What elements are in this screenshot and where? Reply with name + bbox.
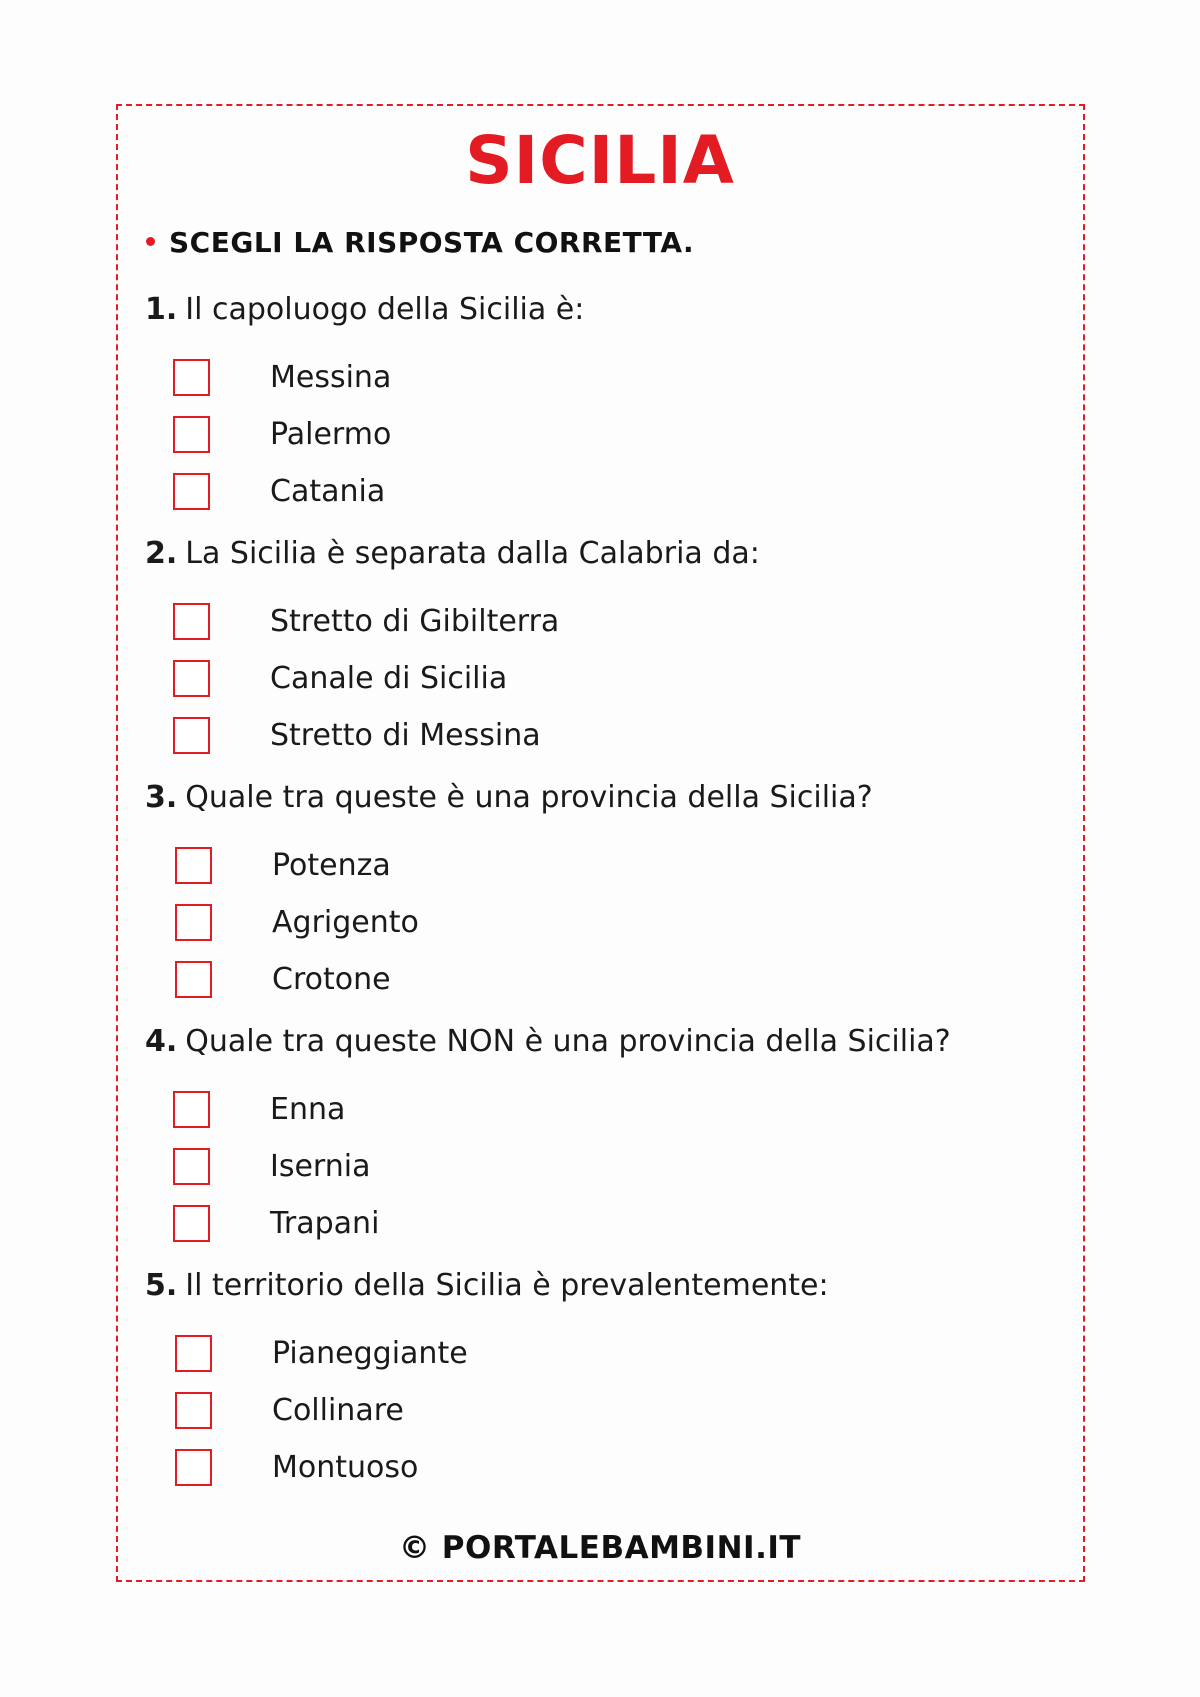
checkbox[interactable] xyxy=(175,904,212,941)
question-5 xyxy=(145,1268,829,1303)
option-label: Palermo xyxy=(270,416,392,452)
option-label: Enna xyxy=(270,1091,346,1127)
instruction-text: SCEGLI LA RISPOSTA CORRETTA. xyxy=(169,226,695,259)
answer-option[interactable] xyxy=(173,715,541,755)
option-label: Stretto di Messina xyxy=(270,717,541,753)
option-label: Catania xyxy=(270,473,386,509)
option-label: Montuoso xyxy=(272,1449,419,1485)
question-text: Quale tra queste è una provincia della Sicilia? xyxy=(185,780,873,815)
answer-option[interactable] xyxy=(173,601,559,641)
question-text: Il capoluogo della Sicilia è: xyxy=(185,292,585,327)
question-number: 4. xyxy=(145,1024,178,1059)
question-text: Quale tra queste NON è una provincia della Sicilia? xyxy=(185,1024,951,1059)
question-3 xyxy=(145,780,873,815)
checkbox[interactable] xyxy=(175,1449,212,1486)
option-label: Crotone xyxy=(272,961,391,997)
checkbox[interactable] xyxy=(173,603,210,640)
checkbox[interactable] xyxy=(173,473,210,510)
checkbox[interactable] xyxy=(173,359,210,396)
copyright-footer: © PORTALEBAMBINI.IT xyxy=(398,1530,802,1566)
checkbox[interactable] xyxy=(173,717,210,754)
answer-option[interactable] xyxy=(175,959,391,999)
checkbox[interactable] xyxy=(173,1148,210,1185)
answer-option[interactable] xyxy=(175,845,391,885)
option-label: Potenza xyxy=(272,847,391,883)
answer-option[interactable] xyxy=(175,1333,468,1373)
question-number: 1. xyxy=(145,292,178,327)
checkbox[interactable] xyxy=(173,1205,210,1242)
option-label: Collinare xyxy=(272,1392,404,1428)
question-number: 3. xyxy=(145,780,178,815)
instruction xyxy=(146,226,694,259)
checkbox[interactable] xyxy=(173,416,210,453)
option-label: Isernia xyxy=(270,1148,371,1184)
answer-option[interactable] xyxy=(175,1390,404,1430)
answer-option[interactable] xyxy=(173,357,391,397)
option-label: Stretto di Gibilterra xyxy=(270,603,560,639)
answer-option[interactable] xyxy=(173,1203,379,1243)
checkbox[interactable] xyxy=(175,1392,212,1429)
question-4 xyxy=(145,1024,951,1059)
checkbox[interactable] xyxy=(175,847,212,884)
option-label: Pianeggiante xyxy=(272,1335,468,1371)
checkbox[interactable] xyxy=(173,1091,210,1128)
answer-option[interactable] xyxy=(173,471,385,511)
checkbox[interactable] xyxy=(175,961,212,998)
checkbox[interactable] xyxy=(173,660,210,697)
bullet-icon xyxy=(146,237,155,246)
answer-option[interactable] xyxy=(175,902,419,942)
option-label: Agrigento xyxy=(272,904,419,940)
answer-option[interactable] xyxy=(173,414,391,454)
option-label: Trapani xyxy=(270,1205,380,1241)
question-number: 5. xyxy=(145,1268,178,1303)
answer-option[interactable] xyxy=(175,1447,418,1487)
checkbox[interactable] xyxy=(175,1335,212,1372)
page-title: SICILIA xyxy=(465,122,735,199)
question-text: Il territorio della Sicilia è prevalentemente: xyxy=(185,1268,829,1303)
question-text: La Sicilia è separata dalla Calabria da: xyxy=(185,536,760,571)
answer-option[interactable] xyxy=(173,658,507,698)
question-1 xyxy=(145,292,584,327)
question-number: 2. xyxy=(145,536,178,571)
question-2 xyxy=(145,536,760,571)
answer-option[interactable] xyxy=(173,1146,370,1186)
answer-option[interactable] xyxy=(173,1089,345,1129)
option-label: Messina xyxy=(270,359,392,395)
option-label: Canale di Sicilia xyxy=(270,660,508,696)
